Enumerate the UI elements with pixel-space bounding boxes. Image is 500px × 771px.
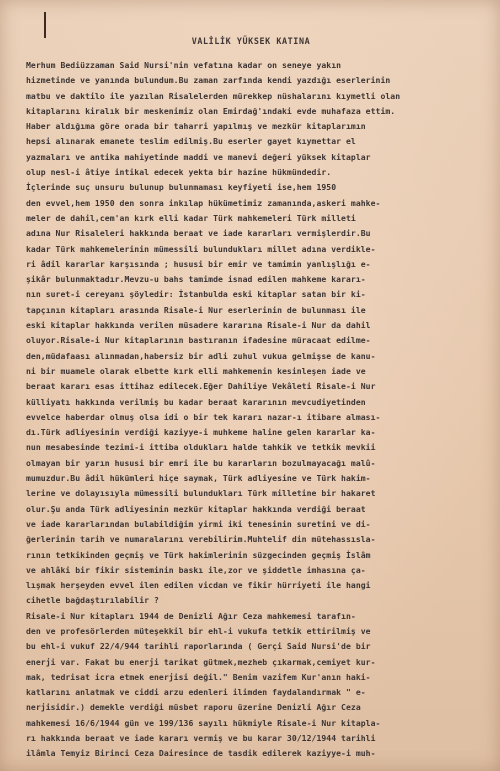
text-line: ğerlerinin tarih ve numaralarını verebilirim.Muhtelif din mütehassısla- xyxy=(26,534,376,545)
text-line: den evvel,hem 1950 den sonra inkılap hükümetimiz zamanında,askeri mahke- xyxy=(26,197,381,208)
text-line: ri âdil kararlar karşısında ; hususi bir emir ve tamimin yanlışlığı e- xyxy=(26,258,371,269)
text-line: rı hakkında beraat ve iade kararı vermiş ve bu karar 30/12/1944 tarihli xyxy=(26,733,376,744)
text-line: Haber aldığıma göre orada bir taharri yapılmış ve mezkür kitaplarımın xyxy=(26,121,366,132)
text-line: kitaplarını kiralık bir meskenimiz olan Emirdağ'ındaki evde muhafaza ettim. xyxy=(26,105,396,116)
text-line: katlarını anlatmak ve ciddi arzu edenleri ilimden faydalandırmak " e- xyxy=(26,687,366,698)
text-line: kadar Türk mahkemelerinin mümessili bulundukları millet adına verdikle- xyxy=(26,243,376,254)
text-line: den,müdafaası alınmadan,habersiz bir adli zuhul vukua gelmişse de kanu- xyxy=(26,350,376,361)
text-line: nun mesabesinde tezimi-i ittiba oldukları halde tahkik ve tetkik mevkii xyxy=(26,442,376,453)
text-line: hizmetinde ve yanında bulundum.Bu zaman zarfında kendi yazdığı eserlerinin xyxy=(26,75,391,86)
text-line: eski kitaplar hakkında verilen müsadere kararına Risale-i Nur da dahil xyxy=(26,320,371,331)
text-line: mahkemesi 16/6/1944 gün ve 199/136 sayılı hükmiyle Risale-i Nur kitapla- xyxy=(26,717,381,728)
text-line: meler de dahil,cem'an kırk elli kadar Türk mahkemeleri Türk milleti xyxy=(26,212,356,223)
text-line: Risale-i Nur kitapları 1944 de Denizli Ağır Ceza mahkemesi tarafın- xyxy=(26,610,356,621)
text-line: külliyatı hakkında verilmiş bu kadar beraat kararının mevcudiyetinden xyxy=(26,396,366,407)
text-line: matbu ve daktilo ile yazılan Risalelerden mürekkep nüshalarını kıymetli olan xyxy=(26,90,401,101)
text-line: rının tetkikinden geçmiş ve Türk hakimlerinin süzgecinden geçmiş İslâm xyxy=(26,549,371,560)
text-line: mak, tedrisat icra etmek enerjisi değil." Benim vazifem Kur'anın haki- xyxy=(26,671,371,682)
text-line: ilâmla Temyiz Birinci Ceza Dairesince de tasdik edilerek kaziyye-i muh- xyxy=(26,748,376,759)
text-line: nın suret-i cereyanı şöyledir: İstanbulda eski kitaplar satan bir ki- xyxy=(26,289,366,300)
text-line: evvelce haberdar olmuş olsa idi o bir tek kararı nazar-ı itibare alması- xyxy=(26,411,381,422)
text-line: cihetle bağdaştırılabilir ? xyxy=(26,595,159,606)
text-line: bu ehl-i vukuf 22/4/944 tarihli raporlarında ( Gerçi Said Nursi'de bir xyxy=(26,641,371,652)
text-line: den ve profesörlerden müteşekkil bir ehl-i vukufa tetkik ettirilmiş ve xyxy=(26,625,371,636)
text-line: lerine ve dolayısıyla mümessili bulundukları Türk milletine bir hakaret xyxy=(26,488,376,499)
text-line: olur.Şu anda Türk adliyesinin mezkür kitaplar hakkında verdiği beraat xyxy=(26,503,366,514)
letter-body xyxy=(26,30,476,762)
text-line: oluyor.Risale-i Nur kitaplarının bastıranın ifadesine müracaat edilme- xyxy=(26,335,371,346)
text-line: lışmak herşeyden evvel ilen edilen vicdan ve fikir hürriyeti ile hangi xyxy=(26,580,371,591)
text-line: beraat kararı esas ittihaz edilecek.Eğer Dahiliye Vekâleti Risale-i Nur xyxy=(26,381,376,392)
text-line: tapçının kitapları arasında Risale-i Nur eserlerinin de bulunması ile xyxy=(26,304,366,315)
letter-text xyxy=(26,58,476,762)
text-line: yazmaları ve antika mahiyetinde maddi ve manevi değeri yüksek kitaplar xyxy=(26,151,371,162)
text-line: ve ahlâki bir fikir sisteminin baskı ile,zor ve şiddetle imhasına ça- xyxy=(26,564,366,575)
text-line: Merhum Bediüzzaman Said Nursi'nin vefatına kadar on seneye yakın xyxy=(26,60,342,70)
text-line: İçlerinde suç unsuru bulunup bulunmaması keyfiyeti ise,hem 1950 xyxy=(26,182,337,193)
text-line: hepsi alınarak emanete teslim edilmiş.Bu eserler gayet kıymettar el xyxy=(26,136,356,147)
page-title: VALİLİK YÜKSEK KATINA xyxy=(191,36,311,46)
text-line: nerjisidir.) demekle verdiği müsbet raporu üzerine Denizli Ağır Ceza xyxy=(26,702,361,713)
text-line: ni bir muamele olarak elbette kırk elli mahkemenin kesinleşen iade ve xyxy=(26,365,366,376)
text-line: olup nesl-i âtiye intikal edecek yekta bir hazine hükmündedir. xyxy=(26,167,332,178)
text-line: olmayan bir yarın hususi bir emri ile bu kararların bozulmayacağı malû- xyxy=(26,457,376,468)
text-line: dı.Türk adliyesinin verdiği kaziyye-i muhkeme haline gelen kararlar ka- xyxy=(26,427,376,438)
text-line: adına Nur Risaleleri hakkında beraat ve iade kararları vermişlerdir.Bu xyxy=(26,228,371,239)
text-line: şikâr bulunmaktadır.Mevzu-u bahs tamimde isnad edilen mahkeme kararı- xyxy=(26,274,366,285)
text-line: ve iade kararlarından bulabildiğim yirmi iki tenesinin suretini ve di- xyxy=(26,518,371,529)
text-line: enerji var. Fakat bu enerji tarikat gütmek,mezheb çıkarmak,cemiyet kur- xyxy=(26,656,376,667)
text-line: mumuzdur.Bu âdil hükümleri hiçe saymak, Türk adliyesine ve Türk hakim- xyxy=(26,473,371,484)
